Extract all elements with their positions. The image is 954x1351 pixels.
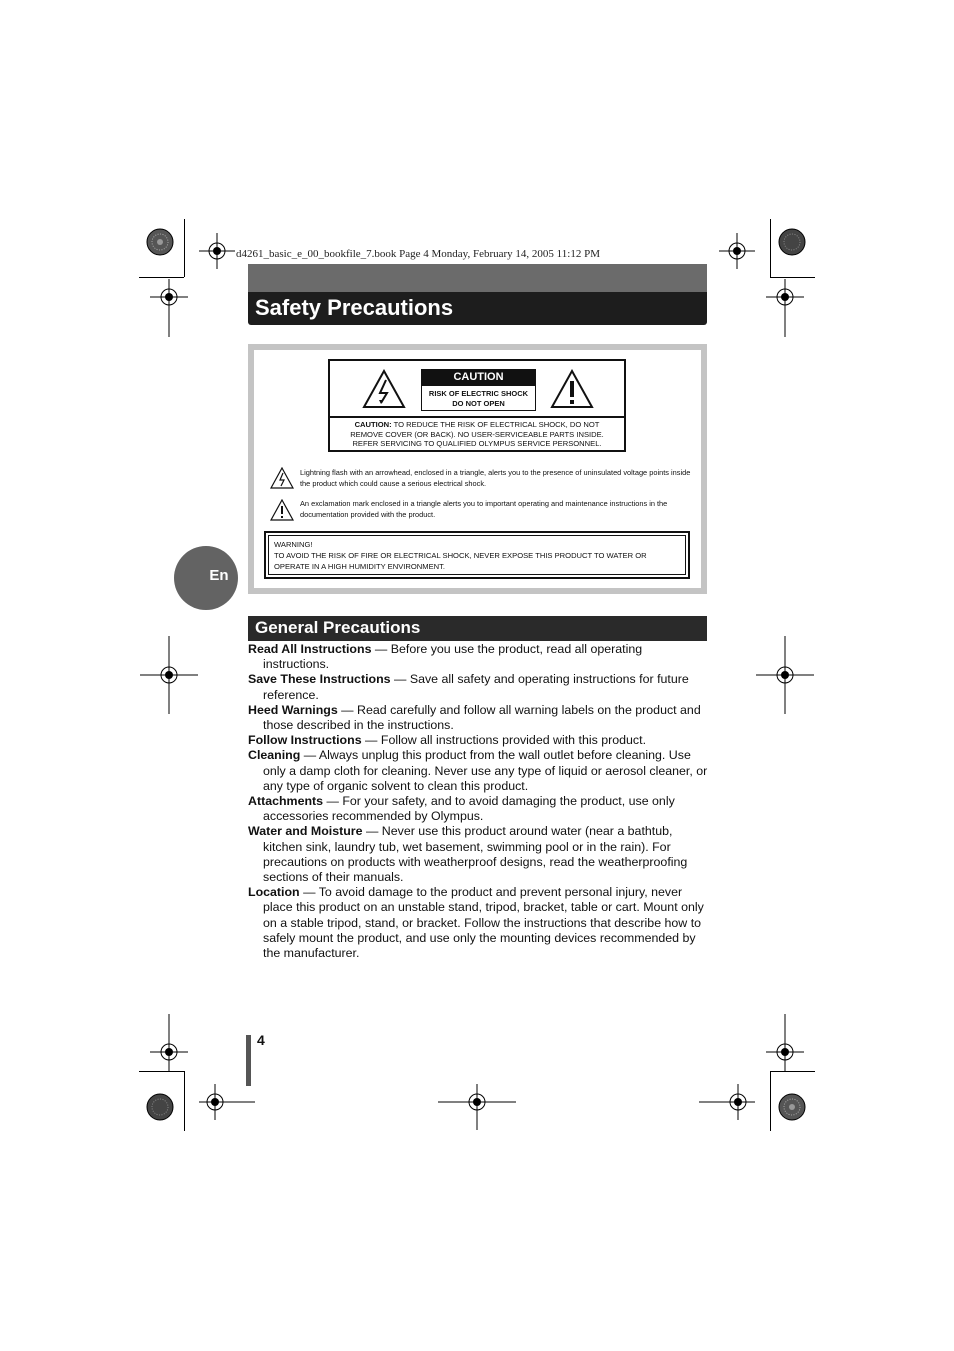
- page-number: 4: [257, 1032, 265, 1048]
- caution-subtext: RISK OF ELECTRIC SHOCK DO NOT OPEN: [421, 385, 536, 411]
- list-item: Cleaning — Always unplug this product from the wall outlet before cleaning. Use only a damp cloth for cleaning. Never use any type of liquid or aerosol cleaner, or any type of organic solvent to clean this product.: [248, 748, 708, 793]
- caution-heading: CAUTION: [421, 369, 536, 385]
- page-title: Safety Precautions: [255, 295, 454, 320]
- precautions-list: [248, 642, 708, 961]
- warning-heading: WARNING!: [274, 540, 313, 549]
- book-file-line: d4261_basic_e_00_bookfile_7.book Page 4 Monday, February 14, 2005 11:12 PM: [236, 248, 600, 260]
- starburst-mark-icon: [777, 227, 807, 257]
- crosshair-mark-icon: [699, 1084, 755, 1120]
- crosshair-mark-icon: [150, 279, 188, 337]
- lightning-triangle-icon: [270, 467, 294, 489]
- crosshair-mark-icon: [766, 1014, 804, 1072]
- crosshair-mark-icon: [140, 636, 198, 714]
- language-tab-label: En: [209, 567, 229, 584]
- crosshair-mark-icon: [199, 233, 235, 269]
- crosshair-mark-icon: [438, 1084, 516, 1130]
- title-bar: [248, 292, 707, 325]
- list-item: Location — To avoid damage to the product and prevent personal injury, never place this product on an unstable stand, tripod, bracket, table or cart. Mount only on a stable tripod, stand, or bracket. Follow the instructions that describe how to safely mount the product, and use only the mounting devices recommended by the manufacturer.: [248, 885, 704, 961]
- crosshair-mark-icon: [766, 279, 804, 337]
- list-item: Water and Moisture — Never use this product around water (near a bathtub, kitchen sink, laundry tub, wet basement, swimming pool or in the rain). For precautions on products with weatherproof designs, read the weatherproofing sections of their manuals.: [248, 824, 688, 885]
- lightning-symbol-text: Lightning flash with an arrowhead, enclosed in a triangle, alerts you to the presence of uninsulated voltage points inside the product which could cause a serious electrical shock.: [300, 468, 691, 488]
- caution-label: [328, 359, 626, 452]
- language-tab: [174, 546, 238, 610]
- general-precautions-heading: General Precautions: [255, 618, 421, 637]
- general-precautions-bar: [248, 616, 707, 641]
- crosshair-mark-icon: [719, 233, 755, 269]
- crosshair-mark-icon: [199, 1084, 255, 1120]
- list-item: Attachments — For your safety, and to avoid damaging the product, use only accessories recommended by Olympus.: [248, 794, 675, 824]
- crosshair-mark-icon: [756, 636, 814, 714]
- exclamation-symbol-text: An exclamation mark enclosed in a triangle alerts you to important operating and maintenance instructions in the documentation provided with the product.: [300, 499, 668, 519]
- warning-text: TO AVOID THE RISK OF FIRE OR ELECTRICAL SHOCK, NEVER EXPOSE THIS PRODUCT TO WATER OR OPERATE IN A HIGH HUMIDITY ENVIRONMENT.: [274, 551, 647, 571]
- lightning-triangle-icon: [362, 369, 406, 409]
- list-item: Heed Warnings — Read carefully and follow all warning labels on the product and those described in the instructions.: [248, 702, 701, 733]
- header-band: [248, 264, 707, 292]
- list-item: Save These Instructions — Save all safety and operating instructions for future reference.: [248, 672, 689, 702]
- exclamation-triangle-icon: [270, 499, 294, 521]
- starburst-mark-icon: [145, 1092, 175, 1122]
- page-number-bar: [246, 1035, 251, 1086]
- list-item: Follow Instructions — Follow all instructions provided with this product.: [248, 733, 647, 748]
- starburst-mark-icon: [145, 227, 175, 257]
- exclamation-triangle-icon: [550, 369, 594, 409]
- crosshair-mark-icon: [150, 1014, 188, 1072]
- label-divider: [330, 416, 624, 418]
- warning-box: [264, 531, 690, 579]
- list-item: Read All Instructions — Before you use the product, read all operating instructions.: [248, 642, 643, 672]
- caution-message: CAUTION: TO REDUCE THE RISK OF ELECTRICAL SHOCK, DO NOT REMOVE COVER (OR BACK). NO USER-SERVICEABLE PARTS INSIDE. REFER SERVICING TO QUALIFIED OLYMPUS SERVICE PERSONNEL.: [350, 420, 604, 449]
- starburst-mark-icon: [777, 1092, 807, 1122]
